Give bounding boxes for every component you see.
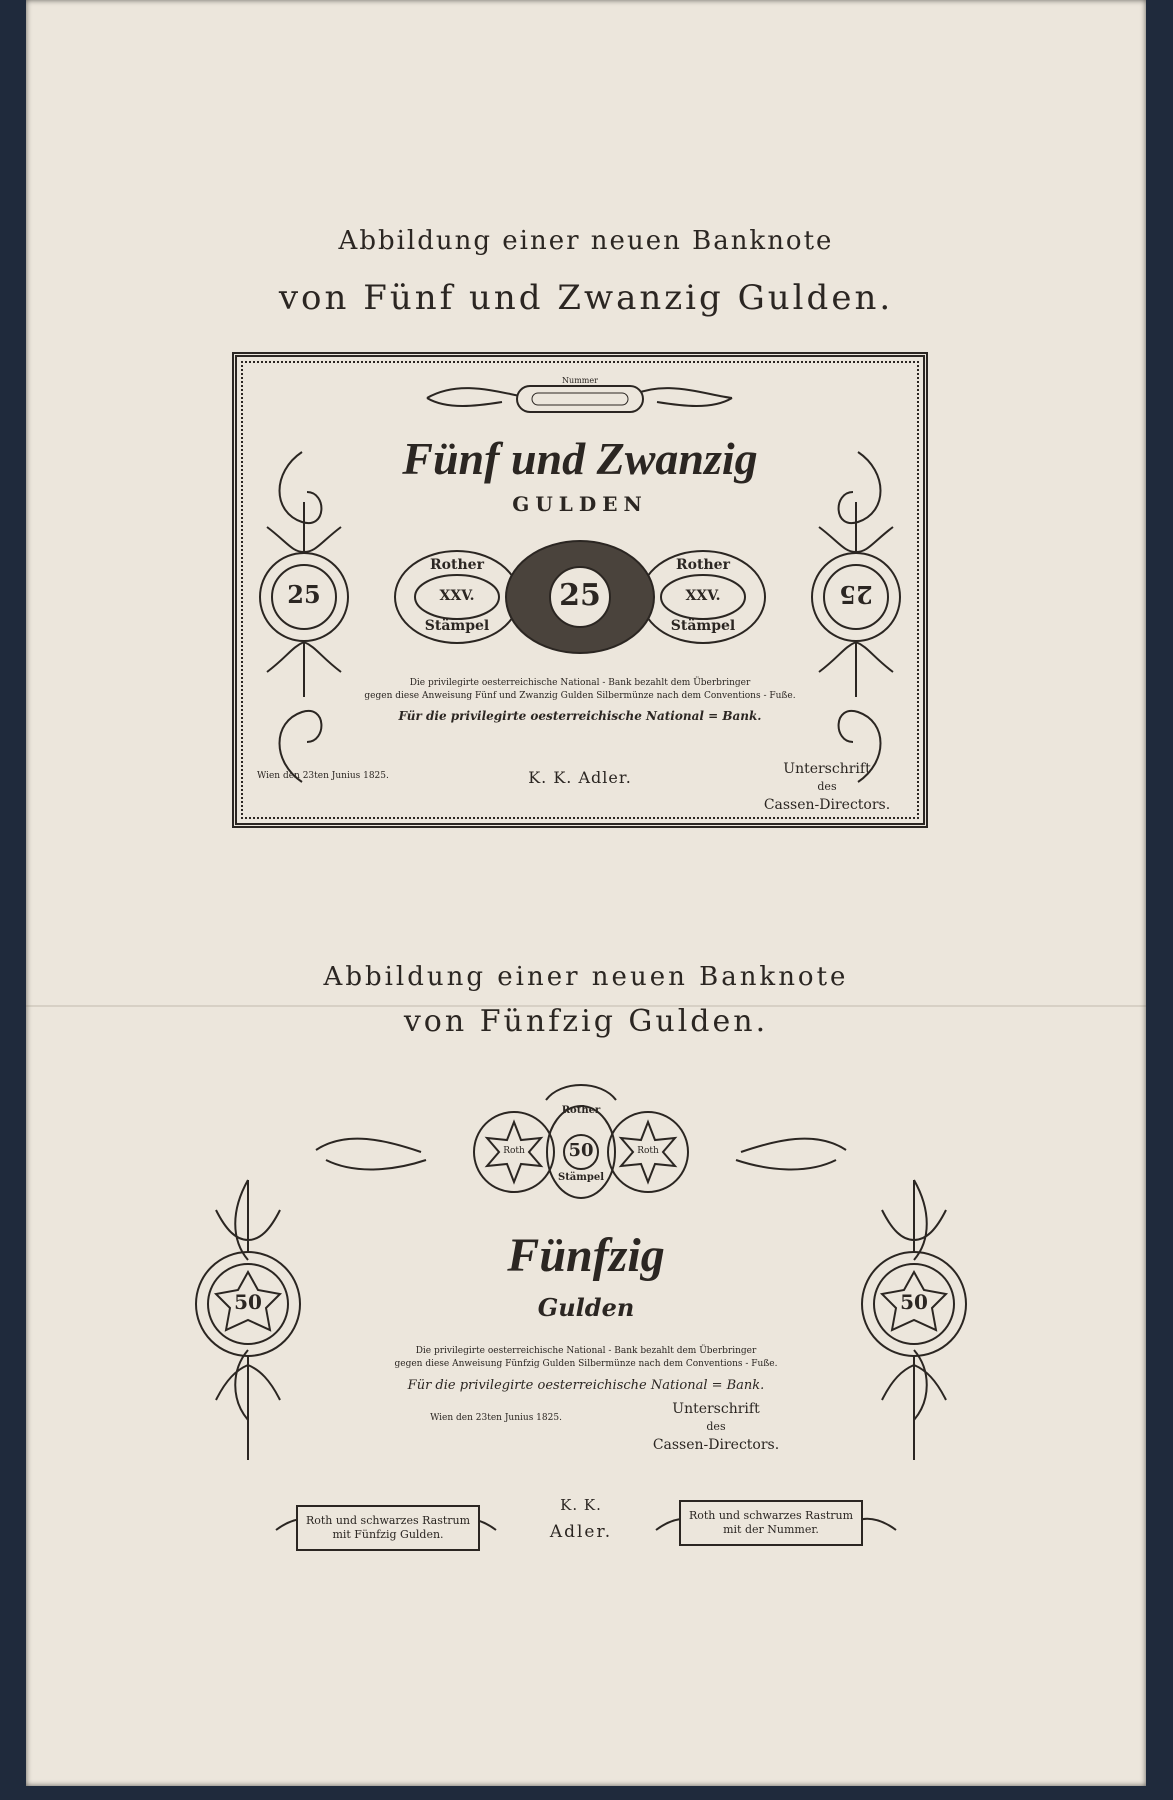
stamp-top-label: Rother — [561, 1105, 601, 1116]
banknote-25-title: Fünf und Zwanzig — [402, 433, 758, 484]
star-right-label: Roth — [637, 1146, 659, 1156]
center-value: 25 — [559, 578, 601, 613]
label-left-line-1: Roth und schwarzes Rastrum — [305, 1514, 471, 1527]
side-value-50-left: 50 — [234, 1290, 262, 1314]
body-line-2: gegen diese Anweisung Fünf und Zwanzig Gulden Silbermünze nach dem Conventions - Fuße. — [364, 691, 796, 701]
bank-line: Für die privilegirte oesterreichische National = Bank. — [398, 709, 762, 723]
oval-left-middle: XXV. — [439, 588, 475, 604]
signature-line-1: Unterschrift — [783, 761, 871, 777]
body-50-line-1: Die privilegirte oesterreichische National - Bank bezahlt dem Überbringer — [415, 1346, 757, 1356]
oval-right-top: Rother — [676, 557, 730, 573]
label-box-left — [296, 1505, 480, 1551]
heading-25-line2: von Fünf und Zwanzig Gulden. — [278, 278, 894, 318]
signature-50-line-2: des — [706, 1420, 726, 1433]
label-right-line-1: Roth und schwarzes Rastrum — [688, 1509, 854, 1522]
signature-50-block — [626, 1400, 806, 1454]
side-value-left: 25 — [287, 580, 321, 609]
side-value-right: 25 — [839, 580, 873, 609]
label-box-right — [679, 1500, 863, 1546]
oval-right-bottom: Stämpel — [670, 618, 736, 634]
body-line-1: Die privilegirte oesterreichische National - Bank bezahlt dem Überbringer — [409, 678, 751, 688]
label-right-line-2: mit der Nummer. — [723, 1523, 819, 1536]
adler-50-line-2: Adler. — [549, 1522, 613, 1542]
banknote-25 — [232, 352, 928, 828]
adler-label: K. K. Adler. — [528, 768, 632, 787]
heading-25-line1: Abbildung einer neuen Banknote — [338, 226, 834, 256]
oval-left-top: Rother — [430, 557, 484, 573]
star-left-label: Roth — [503, 1146, 525, 1156]
heading-50-line1: Abbildung einer neuen Banknote — [323, 962, 849, 992]
date-50-line: Wien den 23ten Junius 1825. — [430, 1413, 562, 1423]
label-left-line-2: mit Fünfzig Gulden. — [332, 1528, 444, 1541]
document-sheet — [26, 0, 1146, 1786]
signature-line-3: Cassen-Directors. — [763, 797, 891, 813]
signature-block — [752, 760, 902, 814]
heading-50-line2: von Fünfzig Gulden. — [403, 1004, 769, 1039]
side-value-50-right: 50 — [900, 1290, 928, 1314]
signature-50-line-1: Unterschrift — [672, 1401, 760, 1417]
nummer-label: Nummer — [562, 376, 598, 385]
signature-line-2: des — [817, 780, 837, 793]
signature-50-line-3: Cassen-Directors. — [652, 1437, 780, 1453]
adler-50-line-1: K. K. — [560, 1496, 602, 1514]
oval-left-bottom: Stämpel — [424, 618, 490, 634]
body-50-line-2: gegen diese Anweisung Fünfzig Gulden Silbermünze nach dem Conventions - Fuße. — [394, 1359, 778, 1369]
banknote-25-subtitle: GULDEN — [512, 492, 648, 516]
date-line: Wien den 23ten Junius 1825. — [257, 771, 389, 781]
stamp-bottom-label: Stämpel — [557, 1172, 605, 1183]
bank-50-line: Für die privilegirte oesterreichische National = Bank. — [407, 1378, 765, 1393]
oval-right-middle: XXV. — [685, 588, 721, 604]
stamp-value: 50 — [568, 1140, 594, 1161]
banknote-50-subtitle: Gulden — [537, 1293, 635, 1322]
banknote-50-title: Fünfzig — [507, 1229, 665, 1282]
